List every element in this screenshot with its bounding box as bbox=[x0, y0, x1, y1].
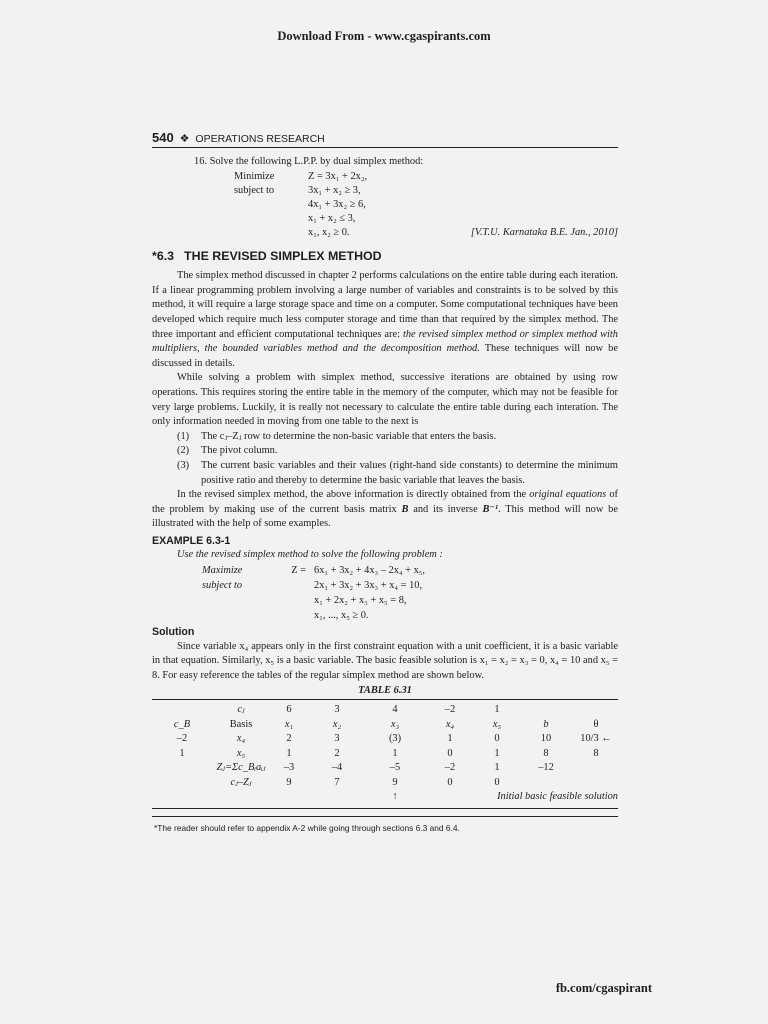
table-row: cⱼ 6 3 4 –2 1 bbox=[237, 704, 500, 716]
example-lp bbox=[152, 563, 618, 623]
table-row bbox=[152, 790, 618, 808]
table-caption: TABLE 6.31 bbox=[358, 685, 412, 697]
lp-line: subject to 3x₁ + x₂ ≥ 3, bbox=[234, 184, 361, 196]
footnote-divider bbox=[152, 816, 618, 817]
paragraph-revised: In the revised simplex method, the above information is directly obtained from the original equations of the problem by making use of the current basis matrix B and its inverse B⁻¹. This method will now be illustrated with the help of some examples. bbox=[152, 489, 618, 530]
table-row: c_B Basis x₁ x₂ x₃ x₄ x₅ b θ bbox=[173, 718, 599, 730]
up-arrow-icon: ↑ bbox=[392, 791, 398, 803]
exercise-16-question: 16. Solve the following L.P.P. by dual simplex method: bbox=[194, 156, 424, 167]
example-heading: EXAMPLE 6.3-1 bbox=[152, 534, 231, 547]
table-row: 1 x₅ 1 2 1 0 1 8 8 bbox=[179, 747, 599, 759]
simplex-table bbox=[152, 699, 618, 809]
paragraph-iterations: While solving a problem with simplex method, successive iterations are obtained by using row operations. This requires storing the entire table in the memory of the computer, which may not be feasible for very large problems. Luckily, it is really not necessary to calculate the entire table during each interation. The only information needed in moving from one table to the next is bbox=[152, 372, 618, 428]
table-note: Initial basic feasible solution bbox=[497, 791, 618, 803]
lp-line: x₁ + x₂ ≤ 3, bbox=[308, 212, 356, 224]
lp-line: Maximize Z = 6x₁ + 3x₂ + 4x₃ – 2x₄ + x₅, bbox=[202, 565, 426, 577]
section-heading bbox=[152, 249, 618, 264]
lp-line: x₁ + 2x₂ + x₃ + x₅ = 8, bbox=[314, 595, 407, 607]
example-problem: Use the revised simplex method to solve the following problem : bbox=[177, 549, 443, 561]
exam-reference: [V.T.U. Karnataka B.E. Jan., 2010] bbox=[470, 226, 618, 238]
diamond-icon: ❖ bbox=[179, 133, 190, 145]
footnote: *The reader should refer to appendix A-2 while going through sections 6.3 and 6.4. bbox=[154, 822, 460, 833]
table-row: –2 x₄ 2 3 (3) 1 0 10 10/3 ← bbox=[176, 733, 612, 745]
paragraph-intro: The simplex method discussed in chapter 2 performs calculations on the entire table during each iteration. If a linear programming problem involving a large number of variables and constraints is to be solved by this method, it will require a large storage space and time on a computer. Some computational techniques have been developed which require much less computer storage and time than that required by the simplex method. The three important and efficient computational techniques are: the revised simplex method or simplex method with multipliers, the bounded variables method and the decomposition method. These techniques will now be discussed in details. bbox=[152, 270, 618, 369]
lp-line: subject to 2x₁ + 3x₂ + 3x₃ + x₄ = 10, bbox=[202, 580, 423, 592]
list-item: (3) The current basic variables and their values (right-hand side constants) to determine the minimum positive ratio and thereby to determine the basic variable that leaves the basis. bbox=[177, 459, 618, 486]
lp-line: x₁, x₂ ≥ 0. [V.T.U. Karnataka B.E. Jan., 2010] bbox=[308, 226, 618, 238]
lp-line: Minimize Z = 3x₁ + 2x₂, bbox=[234, 170, 368, 182]
paragraph-solution: Since variable x₄ appears only in the first constraint equation with a unit coefficient, it is a basic variable in that equation. Similarly, x₅ is a basic variable. The basic feasible solution is x₁ = x₂ = x₃ = 0, x₄ = 10 and x₅ = 8. For easy reference the tables of the regular simplex method are shown below. bbox=[152, 640, 618, 681]
lp-line: 4x₁ + 3x₂ ≥ 6, bbox=[308, 198, 366, 210]
page-number: 540 bbox=[152, 130, 174, 145]
footer-link: fb.com/cgaspirant bbox=[555, 981, 652, 995]
solution-heading: Solution bbox=[152, 626, 195, 639]
list-item: (2) The pivot column. bbox=[177, 445, 278, 457]
running-head bbox=[152, 130, 618, 148]
section-title: THE REVISED SIMPLEX METHOD bbox=[184, 248, 382, 263]
page-content bbox=[152, 155, 618, 835]
info-list bbox=[152, 430, 618, 488]
emphasis-techniques: the revised simplex method or simplex method with multipliers, the bounded variables method and the decomposition method. bbox=[152, 328, 618, 355]
table-row: Zⱼ=Σc_Bᵢaᵢⱼ –3 –4 –5 –2 1 –12 bbox=[216, 762, 554, 774]
book-title: OPERATIONS RESEARCH bbox=[195, 133, 325, 145]
table-row: cⱼ–Zⱼ 9 7 9 0 0 bbox=[230, 776, 500, 788]
download-banner: Download From - www.cgaspirants.com bbox=[277, 29, 491, 43]
list-item: (1) The cⱼ–Zⱼ row to determine the non-basic variable that enters the basis. bbox=[177, 430, 497, 442]
section-number: *6.3 bbox=[152, 248, 175, 263]
exercise-16-lp bbox=[152, 170, 618, 240]
lp-line: x₁, ..., x₅ ≥ 0. bbox=[314, 610, 369, 622]
